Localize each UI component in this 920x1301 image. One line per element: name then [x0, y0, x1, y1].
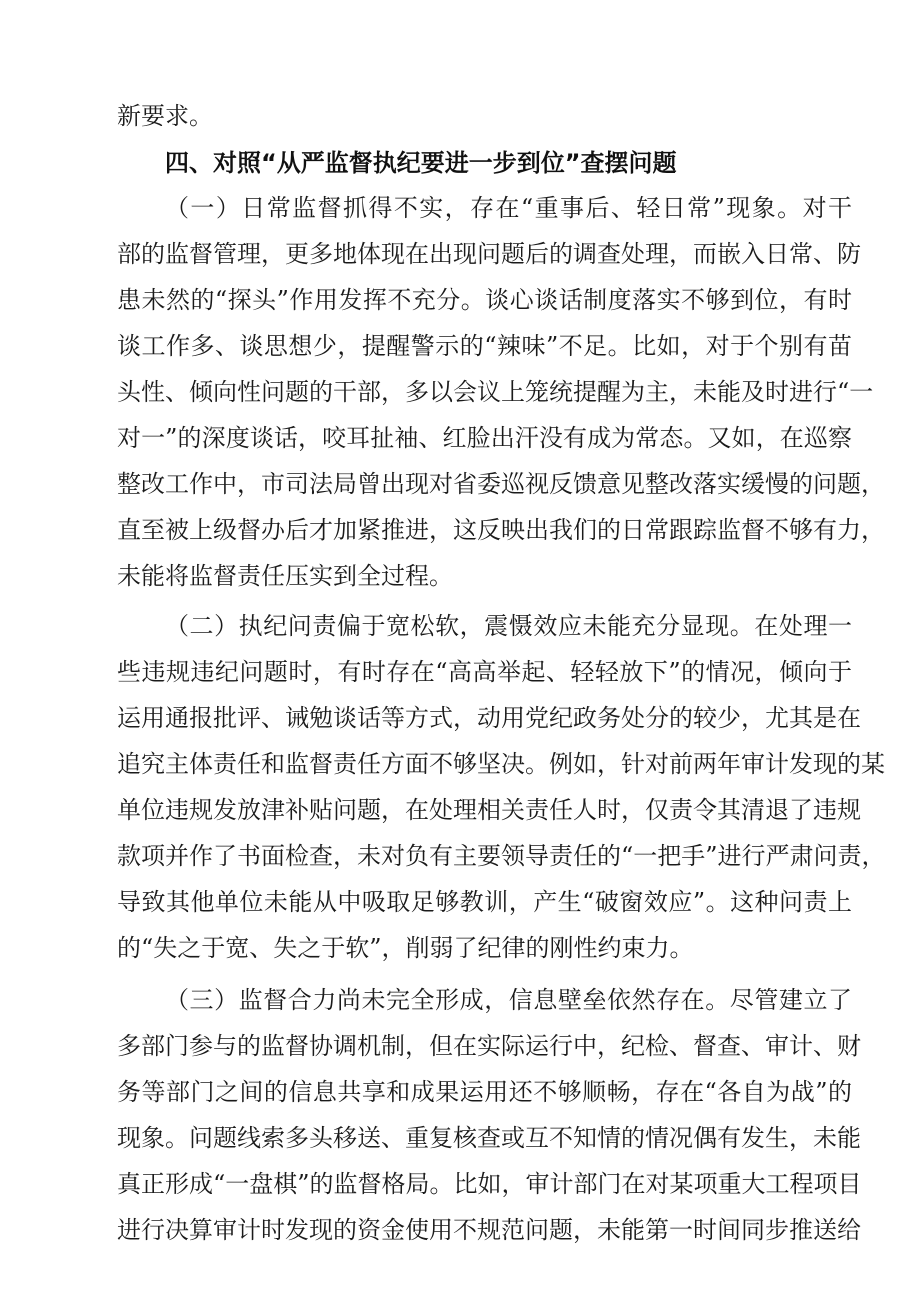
paragraph2-line: 运用通报批评、诫勉谈话等方式，动用党纪政务处分的较少，尤其是在 — [117, 704, 861, 732]
paragraph1-line: （一）日常监督抓得不实，存在“重事后、轻日常”现象。对干 — [165, 194, 852, 222]
paragraph2-line: 单位违规发放津补贴问题，在处理相关责任人时，仅责令其清退了违规 — [117, 796, 861, 824]
paragraph3-line: 多部门参与的监督协调机制，但在实际运行中，纪检、督查、审计、财 — [117, 1032, 861, 1060]
paragraph1-line: 对一”的深度谈话，咬耳扯袖、红脸出汗没有成为常态。又如，在巡察 — [117, 424, 852, 452]
paragraph1-line: 患未然的“探头”作用发挥不充分。谈心谈话制度落实不够到位，有时 — [117, 286, 852, 314]
paragraph3-line: 真正形成“一盘棋”的监督格局。比如，审计部门在对某项重大工程项目 — [117, 1170, 862, 1198]
section-heading: 四、对照“从严监督执纪要进一步到位”查摆问题 — [165, 149, 677, 177]
paragraph1-line: 部的监督管理，更多地体现在出现问题后的调查处理，而嵌入日常、防 — [117, 240, 861, 268]
paragraph3-line: （三）监督合力尚未完全形成，信息壁垒依然存在。尽管建立了 — [165, 986, 852, 1014]
paragraph1-line: 头性、倾向性问题的干部，多以会议上笼统提醒为主，未能及时进行“一 — [117, 378, 874, 406]
paragraph1-line: 整改工作中，市司法局曾出现对省委巡视反馈意见整改落实缓慢的问题， — [117, 470, 885, 498]
paragraph2-line: 追究主体责任和监督责任方面不够坚决。例如，针对前两年审计发现的某 — [117, 750, 885, 778]
paragraph2-line: 些违规违纪问题时，有时存在“高高举起、轻轻放下”的情况，倾向于 — [117, 658, 852, 686]
intro-tail-line: 新要求。 — [117, 102, 213, 130]
paragraph1-line: 未能将监督责任压实到全过程。 — [117, 562, 453, 590]
paragraph1-line: 直至被上级督办后才加紧推进，这反映出我们的日常跟踪监督不够有力， — [117, 516, 885, 544]
paragraph3-line: 进行决算审计时发现的资金使用不规范问题，未能第一时间同步推送给 — [117, 1216, 861, 1244]
paragraph1-line: 谈工作多、谈思想少，提醒警示的“辣味”不足。比如，对于个别有苗 — [117, 332, 852, 360]
paragraph2-line: 款项并作了书面检查，未对负有主要领导责任的“一把手”进行严肃问责， — [117, 842, 886, 870]
paragraph2-line: 的“失之于宽、失之于软”，削弱了纪律的刚性约束力。 — [117, 934, 694, 962]
paragraph2-line: （二）执纪问责偏于宽松软，震慑效应未能充分显现。在处理一 — [165, 612, 852, 640]
paragraph2-line: 导致其他单位未能从中吸取足够教训，产生“破窗效应”。这种问责上 — [117, 888, 852, 916]
paragraph3-line: 务等部门之间的信息共享和成果运用还不够顺畅，存在“各自为战”的 — [117, 1078, 852, 1106]
paragraph3-line: 现象。问题线索多头移送、重复核查或互不知情的情况偶有发生，未能 — [117, 1124, 861, 1152]
